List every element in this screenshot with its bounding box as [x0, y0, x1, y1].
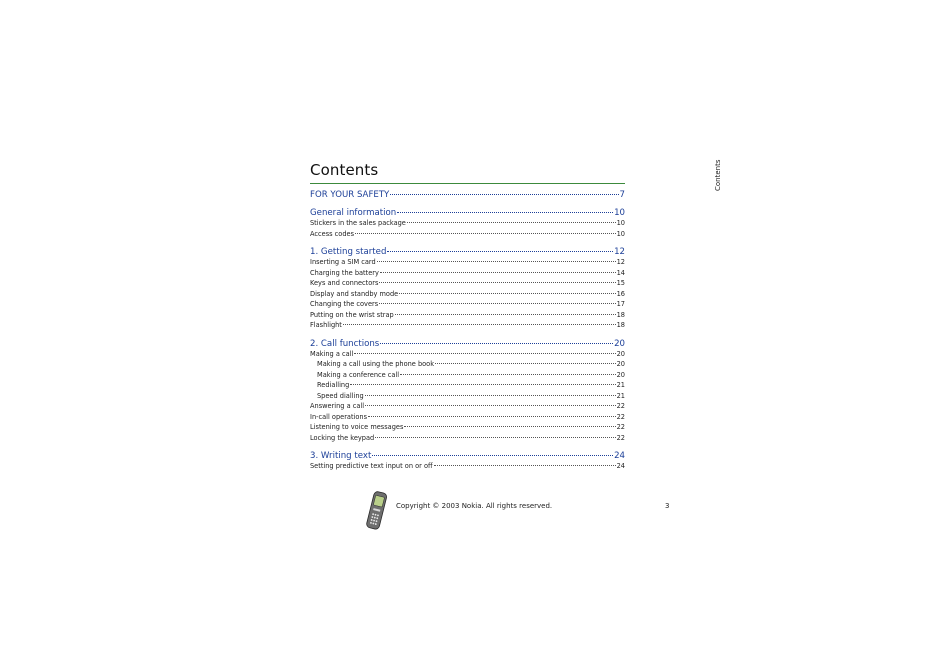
- toc-entry-label: In-call operations: [310, 412, 368, 421]
- dot-leader: [377, 261, 616, 262]
- toc-entry-page: 22: [616, 402, 625, 410]
- toc-section-entry[interactable]: [310, 247, 625, 257]
- toc-entry-page: 22: [616, 423, 625, 431]
- toc-entry-page: 7: [619, 190, 625, 200]
- toc-entry-page: 22: [616, 412, 625, 421]
- toc-entry[interactable]: [310, 380, 625, 391]
- toc-entry-label: Setting predictive text input on or off: [310, 462, 433, 470]
- page-title: Contents: [310, 161, 379, 179]
- toc-entry-label: Flashlight: [310, 321, 342, 329]
- toc-entry-page: 10: [616, 219, 625, 227]
- dot-leader: [354, 353, 615, 354]
- dot-leader: [365, 395, 616, 396]
- toc-entry-page: 21: [616, 381, 625, 389]
- toc-entry-label: Putting on the wrist strap: [310, 310, 394, 319]
- dot-leader: [365, 405, 616, 406]
- toc-entry[interactable]: [310, 310, 625, 321]
- side-section-label: Contents: [714, 159, 722, 191]
- dot-leader: [404, 426, 615, 427]
- dot-leader: [343, 324, 616, 325]
- toc-entry-page: 17: [616, 300, 625, 308]
- toc-entry-label: Charging the battery: [310, 268, 379, 277]
- dot-leader: [380, 343, 613, 344]
- toc-section-entry[interactable]: [310, 208, 625, 218]
- toc-entry-page: 18: [616, 310, 625, 319]
- toc-entry-label: Changing the covers: [310, 300, 379, 308]
- toc-entry-page: 24: [614, 451, 625, 461]
- toc-entry-page: 12: [614, 247, 625, 257]
- toc-entry-page: 20: [616, 349, 625, 358]
- toc-entry[interactable]: [310, 257, 625, 268]
- copyright-text: Copyright © 2003 Nokia. All rights reserved.: [396, 502, 553, 510]
- toc-section-entry[interactable]: [310, 451, 625, 461]
- toc-entry[interactable]: [310, 349, 625, 360]
- toc-entry-page: 22: [616, 433, 625, 442]
- title-underline: [310, 183, 625, 184]
- toc-entry-page: 20: [616, 370, 625, 379]
- toc-entry-page: 24: [616, 462, 625, 470]
- toc-entry-page: 16: [616, 289, 625, 298]
- toc-entry-page: 10: [616, 229, 625, 238]
- toc-entry[interactable]: [310, 370, 625, 381]
- toc-gap: [310, 331, 625, 339]
- toc-entry-label: Answering a call: [310, 402, 365, 410]
- toc-entry[interactable]: [310, 278, 625, 289]
- toc-entry-page: 12: [616, 258, 625, 266]
- dot-leader: [355, 233, 616, 234]
- toc-gap: [310, 200, 625, 208]
- toc-entry[interactable]: [310, 391, 625, 402]
- toc-entry[interactable]: [310, 268, 625, 279]
- table-of-contents: [310, 190, 625, 472]
- toc-entry-label: FOR YOUR SAFETY: [310, 190, 390, 200]
- toc-entry[interactable]: [310, 422, 625, 433]
- dot-leader: [397, 212, 613, 213]
- toc-entry[interactable]: [310, 218, 625, 229]
- toc-entry-label: Locking the keypad: [310, 433, 375, 442]
- dot-leader: [434, 465, 616, 466]
- toc-entry[interactable]: [310, 401, 625, 412]
- toc-entry-label: Listening to voice messages: [310, 423, 404, 431]
- toc-entry[interactable]: [310, 412, 625, 423]
- phone-icon: [364, 491, 390, 535]
- toc-entry[interactable]: [310, 299, 625, 310]
- toc-entry[interactable]: [310, 229, 625, 240]
- dot-leader: [435, 363, 616, 364]
- dot-leader: [379, 303, 615, 304]
- toc-entry-label: Making a call using the phone book: [317, 360, 435, 368]
- toc-entry-label: Speed dialling: [317, 391, 364, 400]
- toc-entry-label: Redialling: [317, 381, 350, 389]
- dot-leader: [368, 416, 616, 417]
- toc-entry[interactable]: [310, 461, 625, 472]
- toc-entry-label: Display and standby mode: [310, 289, 399, 298]
- dot-leader: [379, 282, 615, 283]
- toc-entry-page: 18: [616, 321, 625, 329]
- toc-entry-label: 2. Call functions: [310, 338, 380, 349]
- dot-leader: [395, 314, 616, 315]
- toc-section-entry[interactable]: [310, 339, 625, 349]
- dot-leader: [387, 251, 613, 252]
- dot-leader: [400, 374, 616, 375]
- toc-entry-label: Making a call: [310, 349, 354, 358]
- toc-entry-page: 14: [616, 268, 625, 277]
- dot-leader: [399, 293, 615, 294]
- dot-leader: [372, 455, 613, 456]
- toc-gap: [310, 239, 625, 247]
- toc-entry-label: General information: [310, 208, 397, 218]
- dot-leader: [375, 437, 615, 438]
- toc-entry[interactable]: [310, 359, 625, 370]
- toc-entry-label: Making a conference call: [317, 370, 400, 379]
- toc-gap: [310, 443, 625, 451]
- toc-entry-label: 1. Getting started: [310, 247, 387, 257]
- dot-leader: [350, 384, 615, 385]
- toc-entry-page: 20: [614, 338, 625, 349]
- toc-entry-label: Keys and connectors: [310, 279, 379, 287]
- page-number: 3: [665, 502, 670, 510]
- toc-entry-label: 3. Writing text: [310, 451, 372, 461]
- toc-entry-page: 20: [616, 360, 625, 368]
- toc-entry-page: 10: [614, 208, 625, 218]
- toc-entry-page: 21: [616, 391, 625, 400]
- toc-entry[interactable]: [310, 289, 625, 300]
- toc-section-entry[interactable]: [310, 190, 625, 200]
- toc-entry[interactable]: [310, 320, 625, 331]
- dot-leader: [380, 272, 616, 273]
- toc-entry[interactable]: [310, 433, 625, 444]
- toc-entry-page: 15: [616, 279, 625, 287]
- toc-entry-label: Stickers in the sales package: [310, 219, 406, 227]
- toc-entry-label: Access codes: [310, 229, 355, 238]
- dot-leader: [407, 222, 616, 223]
- toc-entry-label: Inserting a SIM card: [310, 258, 376, 266]
- dot-leader: [390, 194, 618, 195]
